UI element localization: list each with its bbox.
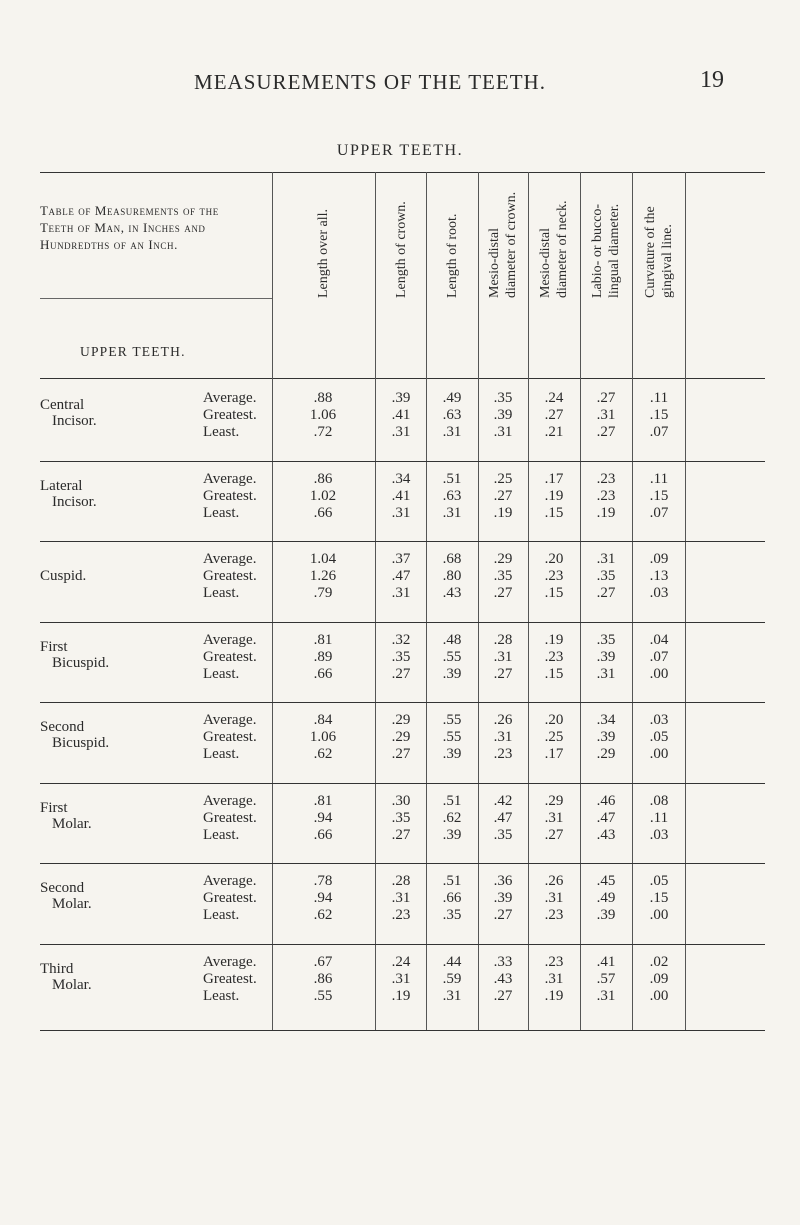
table-cell: .31 bbox=[493, 648, 513, 665]
table-cell: .23 bbox=[544, 907, 564, 923]
table-cell: .35 bbox=[442, 907, 462, 923]
table-cell: .11 bbox=[649, 809, 669, 826]
table-cell: .29 bbox=[391, 712, 411, 728]
table-cell: .27 bbox=[596, 424, 616, 440]
row-label: Greatest. bbox=[203, 970, 257, 987]
table-cell: .66 bbox=[313, 504, 333, 521]
table-cell: .23 bbox=[544, 648, 564, 665]
table-row bbox=[40, 810, 765, 827]
table-subhead: UPPER TEETH. bbox=[80, 344, 186, 359]
table-cell: .32 bbox=[391, 631, 411, 648]
caption-line: Teeth of Man, in Inches and bbox=[40, 220, 206, 235]
table-cell: .31 bbox=[544, 809, 564, 826]
tooth-name-line: Molar. bbox=[52, 976, 92, 993]
column-header-line: Length of root. bbox=[444, 213, 460, 298]
row-label: Greatest. bbox=[203, 809, 257, 826]
table-row bbox=[40, 827, 765, 844]
column-header-line: Length over all. bbox=[315, 208, 331, 298]
row-label: Least. bbox=[203, 504, 240, 521]
group-divider bbox=[40, 702, 765, 703]
table-cell: .41 bbox=[391, 407, 411, 423]
table-row bbox=[40, 505, 765, 522]
table-cell: .28 bbox=[391, 873, 411, 889]
table-cell: .30 bbox=[391, 792, 411, 809]
row-label: Average. bbox=[203, 631, 257, 648]
page-header bbox=[0, 67, 800, 100]
group-divider bbox=[40, 541, 765, 542]
table-row bbox=[40, 890, 765, 907]
table-cell: .31 bbox=[544, 970, 564, 987]
tooth-name-line: First bbox=[40, 638, 68, 655]
table-cell: .23 bbox=[493, 746, 513, 762]
tooth-name-line: Second bbox=[40, 719, 85, 735]
table-cell: .51 bbox=[442, 792, 462, 809]
table-cell: .31 bbox=[596, 987, 616, 1004]
table-cell: .39 bbox=[596, 648, 616, 665]
table-cell: .59 bbox=[442, 970, 462, 987]
table-row bbox=[40, 666, 765, 683]
table-cell: .47 bbox=[493, 809, 513, 826]
table-row bbox=[40, 907, 765, 924]
table-cell: .27 bbox=[493, 487, 513, 504]
table-cell: .11 bbox=[649, 390, 669, 406]
row-label: Least. bbox=[203, 826, 240, 843]
caption-line: Table of Measurements of the bbox=[40, 203, 219, 218]
table-cell: .19 bbox=[391, 987, 411, 1004]
table-cell: .86 bbox=[313, 970, 333, 987]
table-cell: .88 bbox=[313, 390, 333, 406]
table-cell: .29 bbox=[596, 746, 616, 762]
header-bottom-rule bbox=[40, 378, 765, 379]
table-row bbox=[40, 649, 765, 666]
table-cell: .39 bbox=[442, 665, 462, 682]
table-cell: .31 bbox=[596, 665, 616, 682]
table-cell: .21 bbox=[544, 424, 564, 440]
table-cell: .07 bbox=[649, 504, 669, 521]
table-cell: .51 bbox=[442, 470, 462, 487]
table-cell: .23 bbox=[544, 953, 564, 970]
table-cell: .20 bbox=[544, 551, 564, 567]
column-header-line: Mesio-distal bbox=[487, 228, 502, 298]
table-cell: .47 bbox=[391, 568, 411, 584]
table-cell: .79 bbox=[313, 585, 333, 601]
row-label: Least. bbox=[203, 585, 240, 601]
table-row bbox=[40, 488, 765, 505]
table-top-rule bbox=[40, 172, 765, 173]
table-cell: .67 bbox=[313, 953, 333, 970]
table-cell: .31 bbox=[442, 504, 462, 521]
table-cell: .39 bbox=[391, 390, 411, 406]
table-cell: .27 bbox=[596, 585, 616, 601]
table-cell: .34 bbox=[391, 470, 411, 487]
table-row bbox=[40, 971, 765, 988]
table-cell: .43 bbox=[596, 826, 616, 843]
table-cell: .94 bbox=[313, 809, 333, 826]
column-header-line: gingival line. bbox=[660, 224, 675, 298]
row-label: Greatest. bbox=[203, 729, 257, 745]
tooth-name-line: Central bbox=[40, 397, 85, 413]
table-cell: .27 bbox=[596, 390, 616, 406]
table-bottom-rule bbox=[40, 1030, 765, 1031]
page-number: 19 bbox=[700, 67, 724, 93]
table-cell: .27 bbox=[544, 407, 564, 423]
table-cell: .31 bbox=[442, 987, 462, 1004]
row-label: Least. bbox=[203, 987, 240, 1004]
table-cell: .27 bbox=[493, 665, 513, 682]
table-cell: .31 bbox=[391, 424, 411, 440]
table-row bbox=[40, 729, 765, 746]
table-caption bbox=[40, 202, 310, 253]
tooth-name-line: Second bbox=[40, 880, 85, 896]
table-cell: .86 bbox=[313, 470, 333, 487]
table-row bbox=[40, 471, 765, 488]
row-label: Greatest. bbox=[203, 890, 257, 906]
table-cell: .31 bbox=[442, 424, 462, 440]
table-row bbox=[40, 712, 765, 729]
table-cell: .00 bbox=[649, 987, 669, 1004]
table-cell: .17 bbox=[544, 470, 564, 487]
table-cell: .57 bbox=[596, 970, 616, 987]
table-cell: .27 bbox=[391, 746, 411, 762]
table-cell: .31 bbox=[493, 729, 513, 745]
table-cell: .00 bbox=[649, 665, 669, 682]
table-cell: .39 bbox=[596, 729, 616, 745]
table-title: UPPER TEETH. bbox=[336, 142, 464, 159]
row-label: Average. bbox=[203, 873, 257, 889]
tooth-name-line: First bbox=[40, 799, 68, 816]
table-row bbox=[40, 390, 765, 407]
table-cell: .35 bbox=[596, 568, 616, 584]
table-cell: .04 bbox=[649, 631, 669, 648]
table-cell: .31 bbox=[391, 504, 411, 521]
table-cell: .15 bbox=[649, 890, 669, 906]
column-header-gingival-curvature bbox=[642, 188, 742, 298]
table-row bbox=[40, 551, 765, 568]
table-cell: .35 bbox=[391, 648, 411, 665]
tooth-name-line: Molar. bbox=[52, 815, 92, 832]
table-cell: .23 bbox=[596, 470, 616, 487]
table-row bbox=[40, 424, 765, 441]
column-header-line: diameter of neck. bbox=[555, 200, 570, 298]
row-label: Greatest. bbox=[203, 648, 257, 665]
table-cell: .27 bbox=[544, 826, 564, 843]
table-cell: .28 bbox=[493, 631, 513, 648]
tooth-name-line: Incisor. bbox=[52, 413, 97, 429]
row-label: Greatest. bbox=[203, 407, 257, 423]
table-cell: .35 bbox=[596, 631, 616, 648]
row-label: Least. bbox=[203, 746, 240, 762]
table-cell: .03 bbox=[649, 712, 669, 728]
table-cell: .03 bbox=[649, 585, 669, 601]
table-cell: .78 bbox=[313, 873, 333, 889]
tooth-name-line: Bicuspid. bbox=[52, 654, 110, 671]
tooth-name-line: Bicuspid. bbox=[52, 735, 110, 751]
table-cell: .15 bbox=[544, 504, 564, 521]
table-cell: .19 bbox=[596, 504, 616, 521]
table-cell: .00 bbox=[649, 907, 669, 923]
table-row bbox=[40, 632, 765, 649]
column-header-line: lingual diameter. bbox=[607, 203, 622, 298]
table-cell: .63 bbox=[442, 407, 462, 423]
group-divider bbox=[40, 622, 765, 623]
table-cell: .19 bbox=[544, 631, 564, 648]
table-cell: .39 bbox=[596, 907, 616, 923]
table-cell: .07 bbox=[649, 648, 669, 665]
table-cell: .39 bbox=[493, 407, 513, 423]
table-cell: .35 bbox=[493, 568, 513, 584]
table-cell: .55 bbox=[442, 648, 462, 665]
table-cell: .31 bbox=[596, 407, 616, 423]
row-label: Average. bbox=[203, 470, 257, 487]
table-cell: .48 bbox=[442, 631, 462, 648]
tooth-name-line: Third bbox=[40, 960, 74, 977]
row-label: Greatest. bbox=[203, 487, 257, 504]
table-cell: .24 bbox=[391, 953, 411, 970]
table-cell: .13 bbox=[649, 568, 669, 584]
table-cell: 1.06 bbox=[309, 729, 337, 745]
table-cell: .29 bbox=[493, 551, 513, 567]
table-cell: .41 bbox=[391, 487, 411, 504]
row-label: Least. bbox=[203, 907, 240, 923]
table-cell: .89 bbox=[313, 648, 333, 665]
measurements-table bbox=[40, 172, 765, 1032]
table-cell: .55 bbox=[442, 712, 462, 728]
table-cell: 1.02 bbox=[309, 487, 337, 504]
table-cell: .00 bbox=[649, 746, 669, 762]
table-cell: .15 bbox=[544, 665, 564, 682]
table-cell: .05 bbox=[649, 873, 669, 889]
table-cell: .31 bbox=[391, 970, 411, 987]
table-row bbox=[40, 793, 765, 810]
table-cell: .17 bbox=[544, 746, 564, 762]
table-cell: .25 bbox=[544, 729, 564, 745]
table-cell: .19 bbox=[493, 504, 513, 521]
table-row bbox=[40, 568, 765, 585]
table-cell: .36 bbox=[493, 873, 513, 889]
row-label: Average. bbox=[203, 390, 257, 406]
column-header-line: diameter of crown. bbox=[504, 191, 519, 298]
table-cell: .02 bbox=[649, 953, 669, 970]
caption-divider bbox=[40, 298, 272, 299]
table-cell: .31 bbox=[391, 890, 411, 906]
table-cell: .15 bbox=[649, 407, 669, 423]
tooth-name-line: Lateral bbox=[40, 477, 83, 494]
table-cell: .29 bbox=[544, 792, 564, 809]
column-header-line: Mesio-distal bbox=[538, 228, 553, 298]
table-cell: .31 bbox=[596, 551, 616, 567]
table-cell: .27 bbox=[493, 907, 513, 923]
table-cell: .55 bbox=[313, 987, 333, 1004]
table-cell: .94 bbox=[313, 890, 333, 906]
table-cell: .15 bbox=[544, 585, 564, 601]
row-label: Average. bbox=[203, 551, 257, 567]
table-cell: .34 bbox=[596, 712, 616, 728]
table-cell: .43 bbox=[493, 970, 513, 987]
row-label: Greatest. bbox=[203, 568, 257, 584]
table-cell: .24 bbox=[544, 390, 564, 406]
table-cell: .31 bbox=[391, 585, 411, 601]
tooth-name-line: Molar. bbox=[52, 896, 92, 912]
table-cell: .66 bbox=[313, 826, 333, 843]
table-cell: .27 bbox=[391, 665, 411, 682]
table-cell: .26 bbox=[493, 712, 513, 728]
row-label: Average. bbox=[203, 792, 257, 809]
table-cell: .39 bbox=[442, 746, 462, 762]
table-cell: .15 bbox=[649, 487, 669, 504]
table-cell: .29 bbox=[391, 729, 411, 745]
table-cell: .27 bbox=[493, 987, 513, 1004]
group-divider bbox=[40, 783, 765, 784]
table-cell: .35 bbox=[493, 826, 513, 843]
table-cell: .39 bbox=[442, 826, 462, 843]
table-cell: .09 bbox=[649, 551, 669, 567]
row-label: Least. bbox=[203, 424, 240, 440]
table-cell: .43 bbox=[442, 585, 462, 601]
table-cell: 1.04 bbox=[309, 551, 337, 567]
table-cell: .62 bbox=[313, 746, 333, 762]
table-cell: .81 bbox=[313, 631, 333, 648]
table-cell: .27 bbox=[493, 585, 513, 601]
table-cell: 1.06 bbox=[309, 407, 337, 423]
table-cell: .09 bbox=[649, 970, 669, 987]
table-cell: .47 bbox=[596, 809, 616, 826]
table-cell: .51 bbox=[442, 873, 462, 889]
table-cell: .68 bbox=[442, 551, 462, 567]
table-cell: .66 bbox=[442, 890, 462, 906]
group-divider bbox=[40, 863, 765, 864]
table-cell: .31 bbox=[544, 890, 564, 906]
table-cell: .35 bbox=[391, 809, 411, 826]
table-row bbox=[40, 954, 765, 971]
table-cell: .25 bbox=[493, 470, 513, 487]
table-cell: .46 bbox=[596, 792, 616, 809]
table-cell: .80 bbox=[442, 568, 462, 584]
table-cell: .72 bbox=[313, 424, 333, 440]
table-cell: .31 bbox=[493, 424, 513, 440]
running-title: MEASUREMENTS OF THE TEETH. bbox=[194, 70, 546, 94]
column-header-line: Curvature of the bbox=[643, 206, 658, 298]
table-cell: .23 bbox=[544, 568, 564, 584]
table-cell: .26 bbox=[544, 873, 564, 889]
table-cell: .81 bbox=[313, 792, 333, 809]
row-label: Average. bbox=[203, 953, 257, 970]
table-cell: .63 bbox=[442, 487, 462, 504]
tooth-name-line: Incisor. bbox=[52, 493, 97, 510]
table-cell: .42 bbox=[493, 792, 513, 809]
table-cell: .07 bbox=[649, 424, 669, 440]
table-cell: .39 bbox=[493, 890, 513, 906]
table-cell: .66 bbox=[313, 665, 333, 682]
table-row bbox=[40, 407, 765, 424]
table-cell: .23 bbox=[596, 487, 616, 504]
table-cell: .49 bbox=[596, 890, 616, 906]
table-cell: .33 bbox=[493, 953, 513, 970]
table-row bbox=[40, 585, 765, 602]
group-divider bbox=[40, 461, 765, 462]
table-cell: .45 bbox=[596, 873, 616, 889]
table-row bbox=[40, 988, 765, 1005]
table-cell: .41 bbox=[596, 953, 616, 970]
table-cell: .20 bbox=[544, 712, 564, 728]
table-cell: .19 bbox=[544, 987, 564, 1004]
column-header-line: Labio- or bucco- bbox=[590, 203, 605, 298]
group-divider bbox=[40, 944, 765, 945]
table-cell: .19 bbox=[544, 487, 564, 504]
table-row bbox=[40, 746, 765, 763]
tooth-name-line: Cuspid. bbox=[40, 568, 87, 584]
caption-line: Hundredths of an Inch. bbox=[40, 237, 178, 252]
table-cell: .35 bbox=[493, 390, 513, 406]
row-label: Average. bbox=[203, 712, 257, 728]
table-cell: .05 bbox=[649, 729, 669, 745]
table-cell: .62 bbox=[313, 907, 333, 923]
column-header-line: Length of crown. bbox=[393, 201, 409, 298]
table-cell: .03 bbox=[649, 826, 669, 843]
table-cell: .44 bbox=[442, 953, 462, 970]
table-cell: .62 bbox=[442, 809, 462, 826]
table-cell: .49 bbox=[442, 390, 462, 406]
table-row bbox=[40, 873, 765, 890]
table-cell: .11 bbox=[649, 470, 669, 487]
table-cell: .23 bbox=[391, 907, 411, 923]
table-cell: .55 bbox=[442, 729, 462, 745]
table-cell: .08 bbox=[649, 792, 669, 809]
row-label: Least. bbox=[203, 665, 240, 682]
table-cell: .27 bbox=[391, 826, 411, 843]
table-cell: .84 bbox=[313, 712, 333, 728]
table-cell: 1.26 bbox=[309, 568, 337, 584]
table-cell: .37 bbox=[391, 551, 411, 567]
